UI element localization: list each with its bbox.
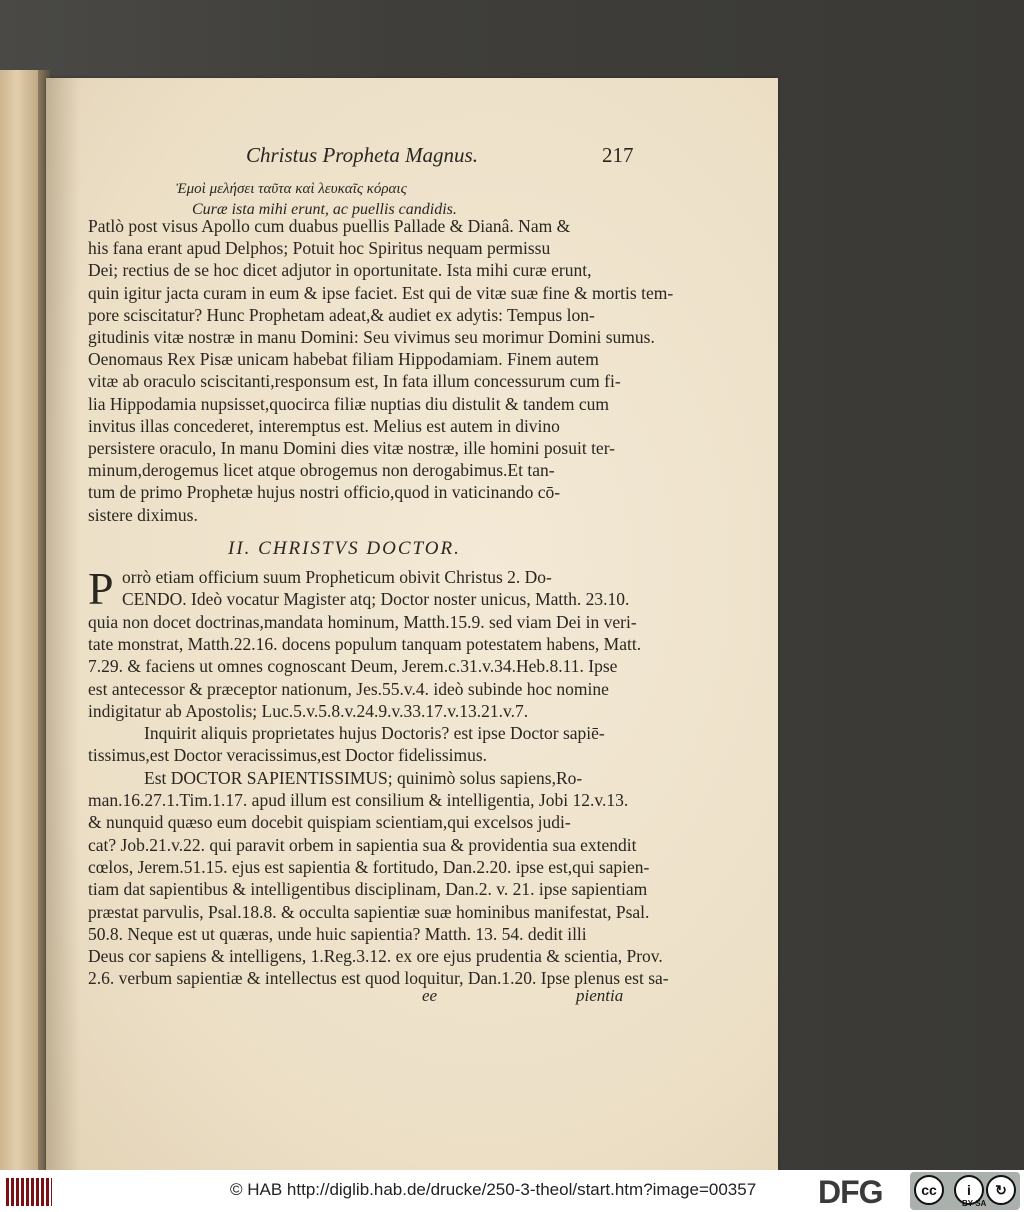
text-line: tiam dat sapientibus & intelligentibus disciplinam, Dan.2. v. 21. ipse sapientiam [88,879,648,900]
footer-credit[interactable]: © HAB http://diglib.hab.de/drucke/250-3-theol/start.htm?image=00357 [230,1180,757,1199]
text-line: Deus cor sapiens & intelligens, 1.Reg.3.12. ex ore ejus prudentia & scientia, Prov. [88,946,663,967]
text-line: gitudinis vitæ nostræ in manu Domini: Seu vivimus seu morimur Domini sumus. [88,327,655,347]
text-line: tum de primo Prophetæ hujus nostri officio,quod in vaticinando cō- [88,482,561,503]
drop-cap: P [88,563,114,614]
text-line: Patlò post visus Apollo cum duabus puellis Pallade & Dianâ. Nam & [88,216,571,236]
footer-bar [0,1170,1024,1212]
verse-greek: Ἐμοὶ μελήσει ταῦτα καὶ λευκαῖς κόραις [176,181,407,197]
text-line: 2.6. verbum sapientiæ & intellectus est quod loquitur, Dan.1.20. Ipse plenus est sa- [88,968,669,989]
text-line: sistere diximus. [88,504,198,525]
signature-mark: ee [422,986,438,1005]
text-line: Dei; rectius de se hoc dicet adjutor in oportunitate. Ista mihi curæ erunt, [88,260,592,281]
text-line: quin igitur jacta curam in eum & ipse faciet. Est qui de vitæ suæ fine & mortis tem- [88,282,674,303]
text-line: & nunquid quæso eum docebit quispiam scientiam,qui excelsos judi- [88,812,571,833]
text-line: his fana erant apud Delphos; Potuit hoc Spiritus nequam permissu [88,238,551,259]
text-line: minum,derogemus licet atque obrogemus non derogabimus.Et tan- [88,460,555,481]
text-line: Oenomaus Rex Pisæ unicam habebat filiam Hippodamiam. Finem autem [88,349,599,370]
text-line: CENDO. Ideò vocatur Magister atq; Doctor noster unicus, Matth. 23.10. [122,589,630,610]
dfg-logo: DFG [818,1174,883,1210]
text-line: vitæ ab oraculo sciscitanti,responsum est, In fata illum concessurum cum fi- [88,371,621,392]
text-line: tissimus,est Doctor veracissimus,est Doctor fidelissimus. [88,745,488,766]
cc-license-badge[interactable] [910,1172,1020,1210]
text-line: orrò etiam officium suum Propheticum obivit Christus 2. Do- [122,567,552,587]
text-line: est antecessor & præceptor nationum, Jes.55.v.4. ideò subinde hoc nomine [88,678,609,699]
attribution-icon: i [954,1175,984,1205]
text-line: quia non docet doctrinas,mandata hominum, Matth.15.9. sed viam Dei in veri- [88,611,637,632]
book-page [46,78,778,1170]
text-line: 50.8. Neque est ut quæras, unde huic sapientia? Matth. 13. 54. dedit illi [88,923,587,944]
section-heading: II. CHRISTVS DOCTOR. [228,538,461,559]
text-line: invitus illas concederet, interemptus est. Melius est autem in divino [88,415,560,436]
text-line: pore sciscitatur? Hunc Prophetam adeat,& audiet ex adytis: Tempus lon- [88,304,595,325]
catchword: pientia [576,986,624,1005]
previous-page-edge [0,70,42,1170]
text-line: man.16.27.1.Tim.1.17. apud illum est consilium & intelligentia, Jobi 12.v.13. [88,790,629,810]
cc-icon: cc [914,1175,944,1205]
text-line: præstat parvulis, Psal.18.8. & occulta sapientiæ suæ hominibus manifestat, Psal. [88,901,650,922]
text-line: lia Hippodamia nupsisset,quocirca filiæ nuptias diu distulit & tandem cum [88,393,610,414]
text-line: tate monstrat, Matth.22.16. docens populum tanquam potestatem habens, Matt. [88,633,642,654]
text-line: indigitatur ab Apostolis; Luc.5.v.5.8.v.24.9.v.33.17.v.13.21.v.7. [88,700,529,721]
text-line: cat? Job.21.v.22. qui paravit orbem in sapientia sua & providentia sua extendit [88,834,637,855]
text-line: Est DOCTOR SAPIENTISSIMUS; quinimò solus sapiens,Ro- [144,767,583,788]
text-line: cœlos, Jerem.51.15. ejus est sapientia & fortitudo, Dan.2.20. ipse est,qui sapien- [88,856,650,877]
license-label: BY SA [962,1199,987,1208]
hab-logo [6,1178,52,1206]
share-alike-icon: ↻ [986,1175,1016,1205]
page-gutter-shadow [46,78,80,1170]
running-head-title: Christus Propheta Magnus. [246,143,478,167]
text-line: persistere oraculo, In manu Domini dies vitæ nostræ, ille homini posuit ter- [88,438,615,458]
page-number: 217 [602,143,634,167]
verse-latin: Curæ ista mihi erunt, ac puellis candidis. [192,201,457,218]
text-line: 7.29. & faciens ut omnes cognoscant Deum, Jerem.c.31.v.34.Heb.8.11. Ipse [88,656,618,677]
text-line: Inquirit aliquis proprietates hujus Doctoris? est ipse Doctor sapiē- [144,723,605,744]
